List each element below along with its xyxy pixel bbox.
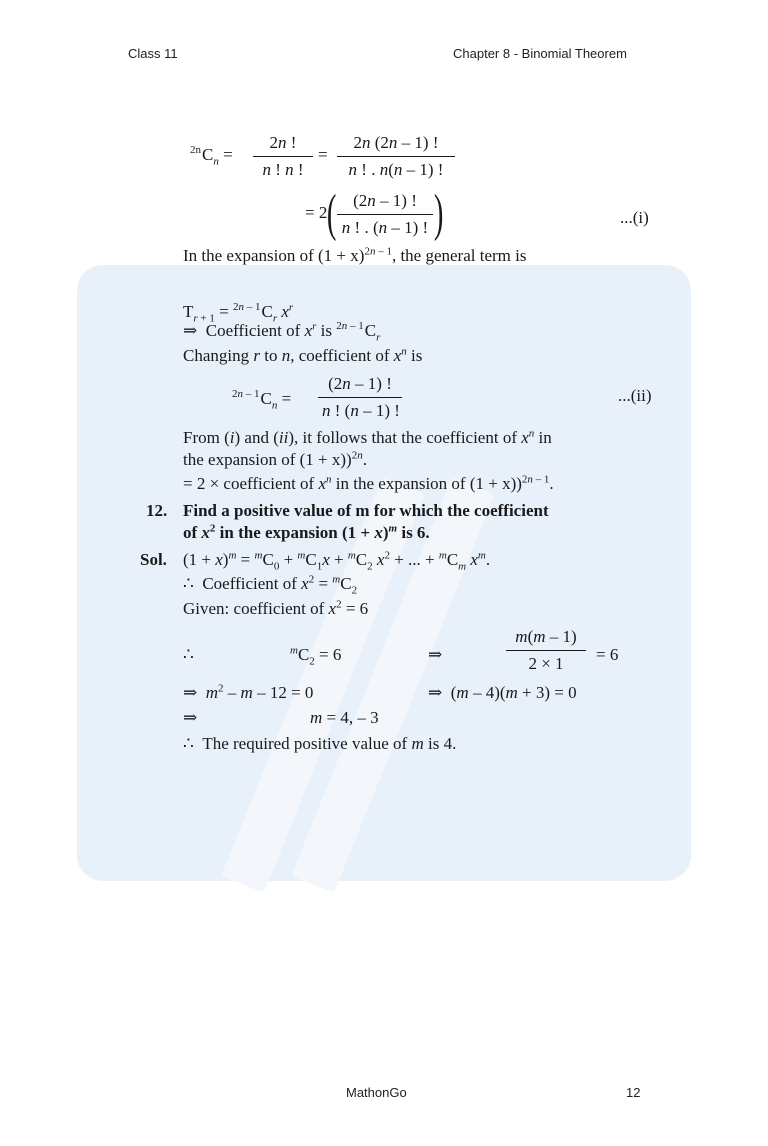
quadratic-line: ⇒ $m^2 - m - 12 = 0$ (183, 682, 314, 702)
header-chapter: Chapter 8 - Binomial Theorem (453, 46, 627, 61)
expansion-line: In the expansion of $(1 + x)^{2n - 1}$, the general term is (183, 245, 527, 265)
m-frac-equals: = 6 (596, 645, 619, 664)
therefore-symbol: ∴ (183, 645, 194, 664)
coefficient-xr: ⇒ Coefficient of $x^r$ is $^{2n - 1}C_r$ (183, 320, 381, 344)
question-line2: of $x^2$ in the expansion $(1 + x)^m$ is 6. (183, 522, 430, 542)
eq1-tag: ...(i) (620, 208, 649, 227)
eq1-right-paren: ) (433, 185, 444, 242)
solution-label: Sol. (140, 550, 167, 569)
eq2-tag: ...(ii) (618, 386, 652, 405)
eq1-second-equals: = 2 (305, 203, 328, 222)
times-coeff-line: = 2 × coefficient of $x^n$ in the expansion of (1 + x))$^{2n - 1}$. (183, 473, 554, 493)
binomial-expansion: $(1 + x)^m = ^mC_0 + ^mC_1x + ^mC_2$ $x^2$ + ... + $^mC_m$ $x^m$. (183, 549, 491, 573)
roots-line: m = 4, – 3 (310, 708, 379, 727)
factored-line: ⇒ (m – 4)(m + 3) = 0 (428, 683, 577, 702)
implies-arrow-2: ⇒ (183, 708, 198, 727)
eq1-left-paren: ( (326, 185, 337, 242)
question-line1: Find a positive value of m for which the coefficient (183, 501, 549, 520)
eq1-frac-b: $\frac{2n (2n - 1) !}{n ! . n(n - 1) !}$ (337, 133, 455, 180)
eq1-frac-a: $\frac{2n !}{n ! n !}$ (253, 133, 313, 180)
mc2-equals-6: $^mC_2 = 6$ (290, 644, 342, 668)
question-number: 12. (146, 501, 168, 520)
the-expansion-line: the expansion of (1 + x))$^{2n}$. (183, 449, 367, 469)
general-term: $T_{r + 1} = ^{2n - 1}C_r$ $x^r$ (183, 301, 294, 325)
eq2-frac: $\frac{(2n - 1) !}{n ! (n - 1) !}$ (318, 374, 402, 421)
given-line: Given: coefficient of $x^2 = 6$ (183, 598, 369, 618)
page-number: 12 (626, 1085, 641, 1100)
eq1-lhs: $^{2n}C_n$ = (190, 144, 233, 168)
changing-line: Changing r to n, coefficient of $x^n$ is (183, 345, 423, 365)
footer-brand: MathonGo (346, 1085, 407, 1100)
eq2-lhs: $^{2n - 1}C_n$ = (232, 388, 292, 412)
implies-arrow-1: ⇒ (428, 645, 443, 664)
conclusion-line: ∴ The required positive value of m is 4. (183, 734, 457, 753)
header-class: Class 11 (128, 46, 178, 61)
from-line: From (i) and (ii), it follows that the coefficient of $x^n$ in (183, 427, 552, 447)
eq1-frac-c: $\frac{(2n - 1) !}{n ! . (n - 1) !}$ (337, 191, 433, 238)
coeff-x2: ∴ Coefficient of $x^2 = ^mC_2$ (183, 573, 358, 597)
eq1-equals: = (318, 145, 328, 164)
m-frac: $\frac{m(m - 1)}{2 \times 1}$ (506, 627, 586, 674)
